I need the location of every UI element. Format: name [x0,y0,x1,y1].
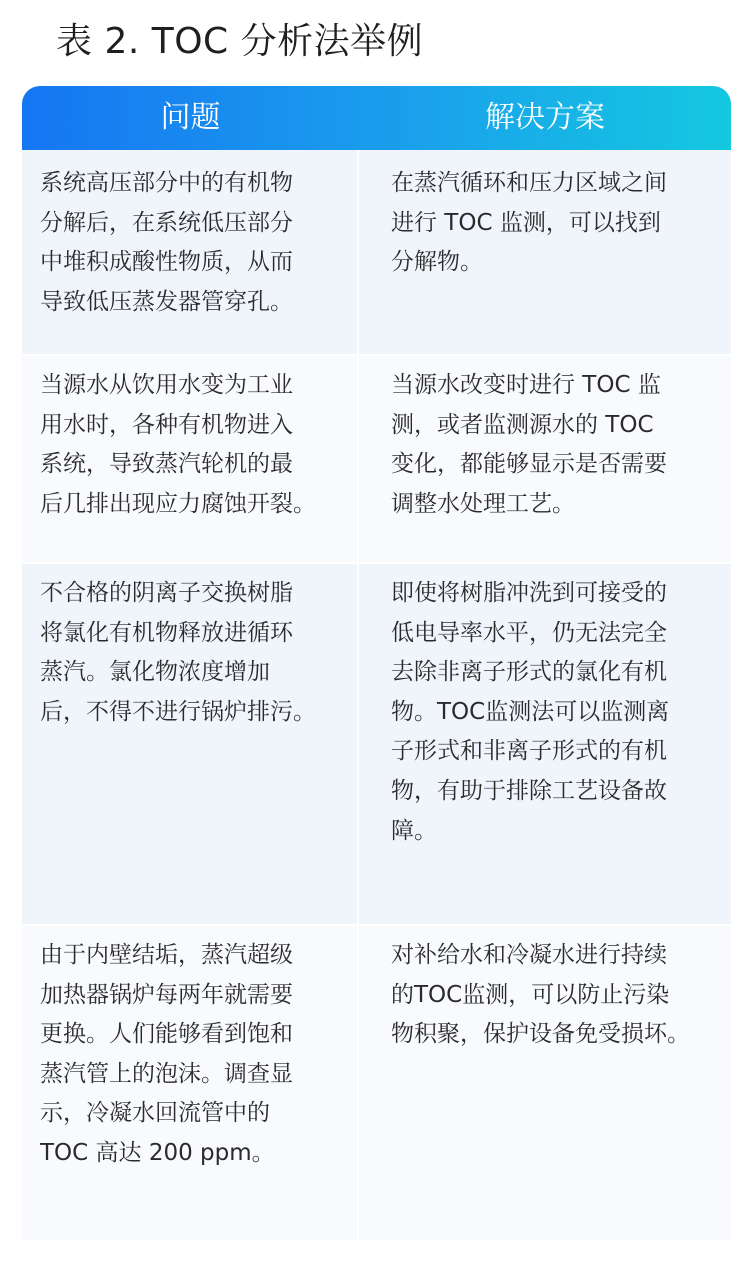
problem-cell: 由于内壁结垢，蒸汽超级 加热器锅炉每两年就需要 更换。人们能够看到饱和 蒸汽管上的泡沫。调查显 示，冷凝水回流管中的 TOC 高达 200 ppm。 [22,926,357,1240]
toc-examples-table [22,86,731,1240]
column-header-solution: 解决方案 [485,100,605,135]
problem-cell: 系统高压部分中的有机物 分解后，在系统低压部分 中堆积成酸性物质，从而 导致低压蒸发器管穿孔。 [22,150,357,354]
table-row [22,926,731,1240]
table-row [22,150,731,354]
column-header-problem: 问题 [160,100,221,135]
table-row [22,356,731,562]
table-title: 表 2. TOC 分析法举例 [56,21,424,62]
table-header [22,86,731,150]
problem-cell: 当源水从饮用水变为工业 用水时，各种有机物进入 系统，导致蒸汽轮机的最 后几排出现应力腐蚀开裂。 [22,356,357,562]
solution-cell: 在蒸汽循环和压力区域之间 进行 TOC 监测，可以找到 分解物。 [359,150,731,354]
table-row [22,564,731,924]
solution-cell: 对补给水和冷凝水进行持续 的TOC监测，可以防止污染 物积聚，保护设备免受损坏。 [359,926,731,1240]
problem-cell: 不合格的阴离子交换树脂 将氯化有机物释放进循环 蒸汽。氯化物浓度增加 后，不得不进行锅炉排污。 [22,564,357,924]
solution-cell: 当源水改变时进行 TOC 监 测，或者监测源水的 TOC 变化，都能够显示是否需要 调整水处理工艺。 [359,356,731,562]
solution-cell: 即使将树脂冲洗到可接受的 低电导率水平，仍无法完全 去除非离子形式的氯化有机 物。TOC监测法可以监测离 子形式和非离子形式的有机 物，有助于排除工艺设备故 障。 [359,564,731,924]
